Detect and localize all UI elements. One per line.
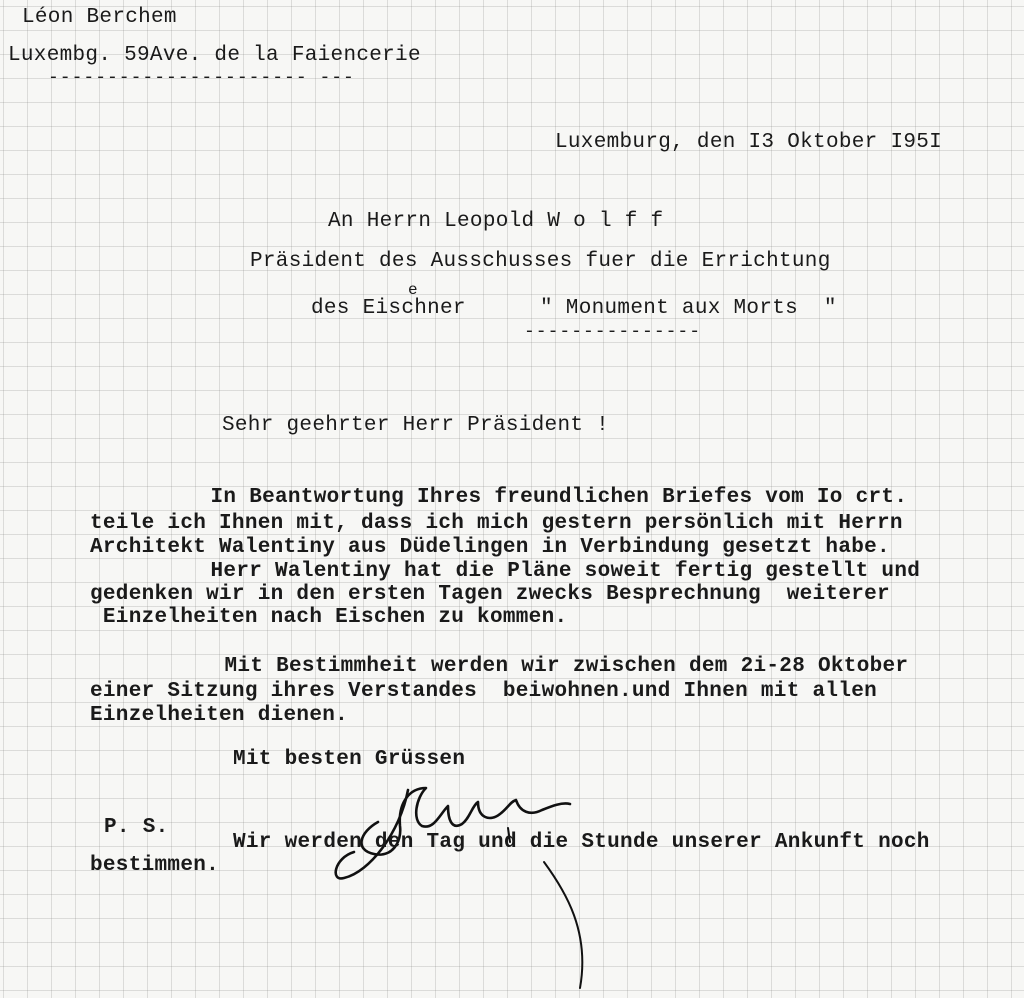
body-line: Einzelheiten dienen. xyxy=(90,704,349,727)
monument-title: " Monument aux Morts " xyxy=(540,297,837,320)
closing: Mit besten Grüssen xyxy=(233,748,466,771)
signature xyxy=(330,762,630,998)
body-line: Einzelheiten nach Eischen zu kommen. xyxy=(90,606,568,629)
body-line: Architekt Walentiny aus Düdelingen in Verbindung gesetzt habe. xyxy=(90,536,890,559)
ps-text: Wir werden den Tag und die Stunde unserer Ankunft noch xyxy=(233,831,930,854)
salutation: Sehr geehrter Herr Präsident ! xyxy=(222,414,610,437)
body-line: teile ich Ihnen mit, dass ich mich gestern persönlich mit Herrn xyxy=(90,512,903,535)
ps-text: bestimmen. xyxy=(90,854,220,877)
ps-label: P. S. xyxy=(104,816,169,839)
sender-address-underline: ---------------------- --- xyxy=(48,72,355,86)
body-line: Herr Walentiny hat die Pläne soweit fertig gestellt und xyxy=(146,560,921,583)
sender-name: Léon Berchem xyxy=(22,6,177,29)
body-line: Mit Bestimmheit werden wir zwischen dem 2i-28 Oktober xyxy=(160,655,909,678)
sender-address: Luxembg. 59Ave. de la Faiencerie xyxy=(8,44,421,67)
body-line: gedenken wir in den ersten Tagen zwecks Besprechnung weiterer xyxy=(90,583,890,606)
recipient-title: Präsident des Ausschusses fuer die Errichtung xyxy=(250,250,831,273)
date-line: Luxemburg, den I3 Oktober I95I xyxy=(555,131,943,154)
recipient-location: des Eischner xyxy=(311,297,466,320)
body-line: In Beantwortung Ihres freundlichen Briefes vom Io crt. xyxy=(146,486,908,509)
body-line: einer Sitzung ihres Verstandes beiwohnen.und Ihnen mit allen xyxy=(90,680,878,703)
monument-title-underline: --------------- xyxy=(524,326,702,340)
recipient-name: An Herrn Leopold W o l f f xyxy=(328,210,664,233)
handwritten-correction: e xyxy=(408,281,418,299)
